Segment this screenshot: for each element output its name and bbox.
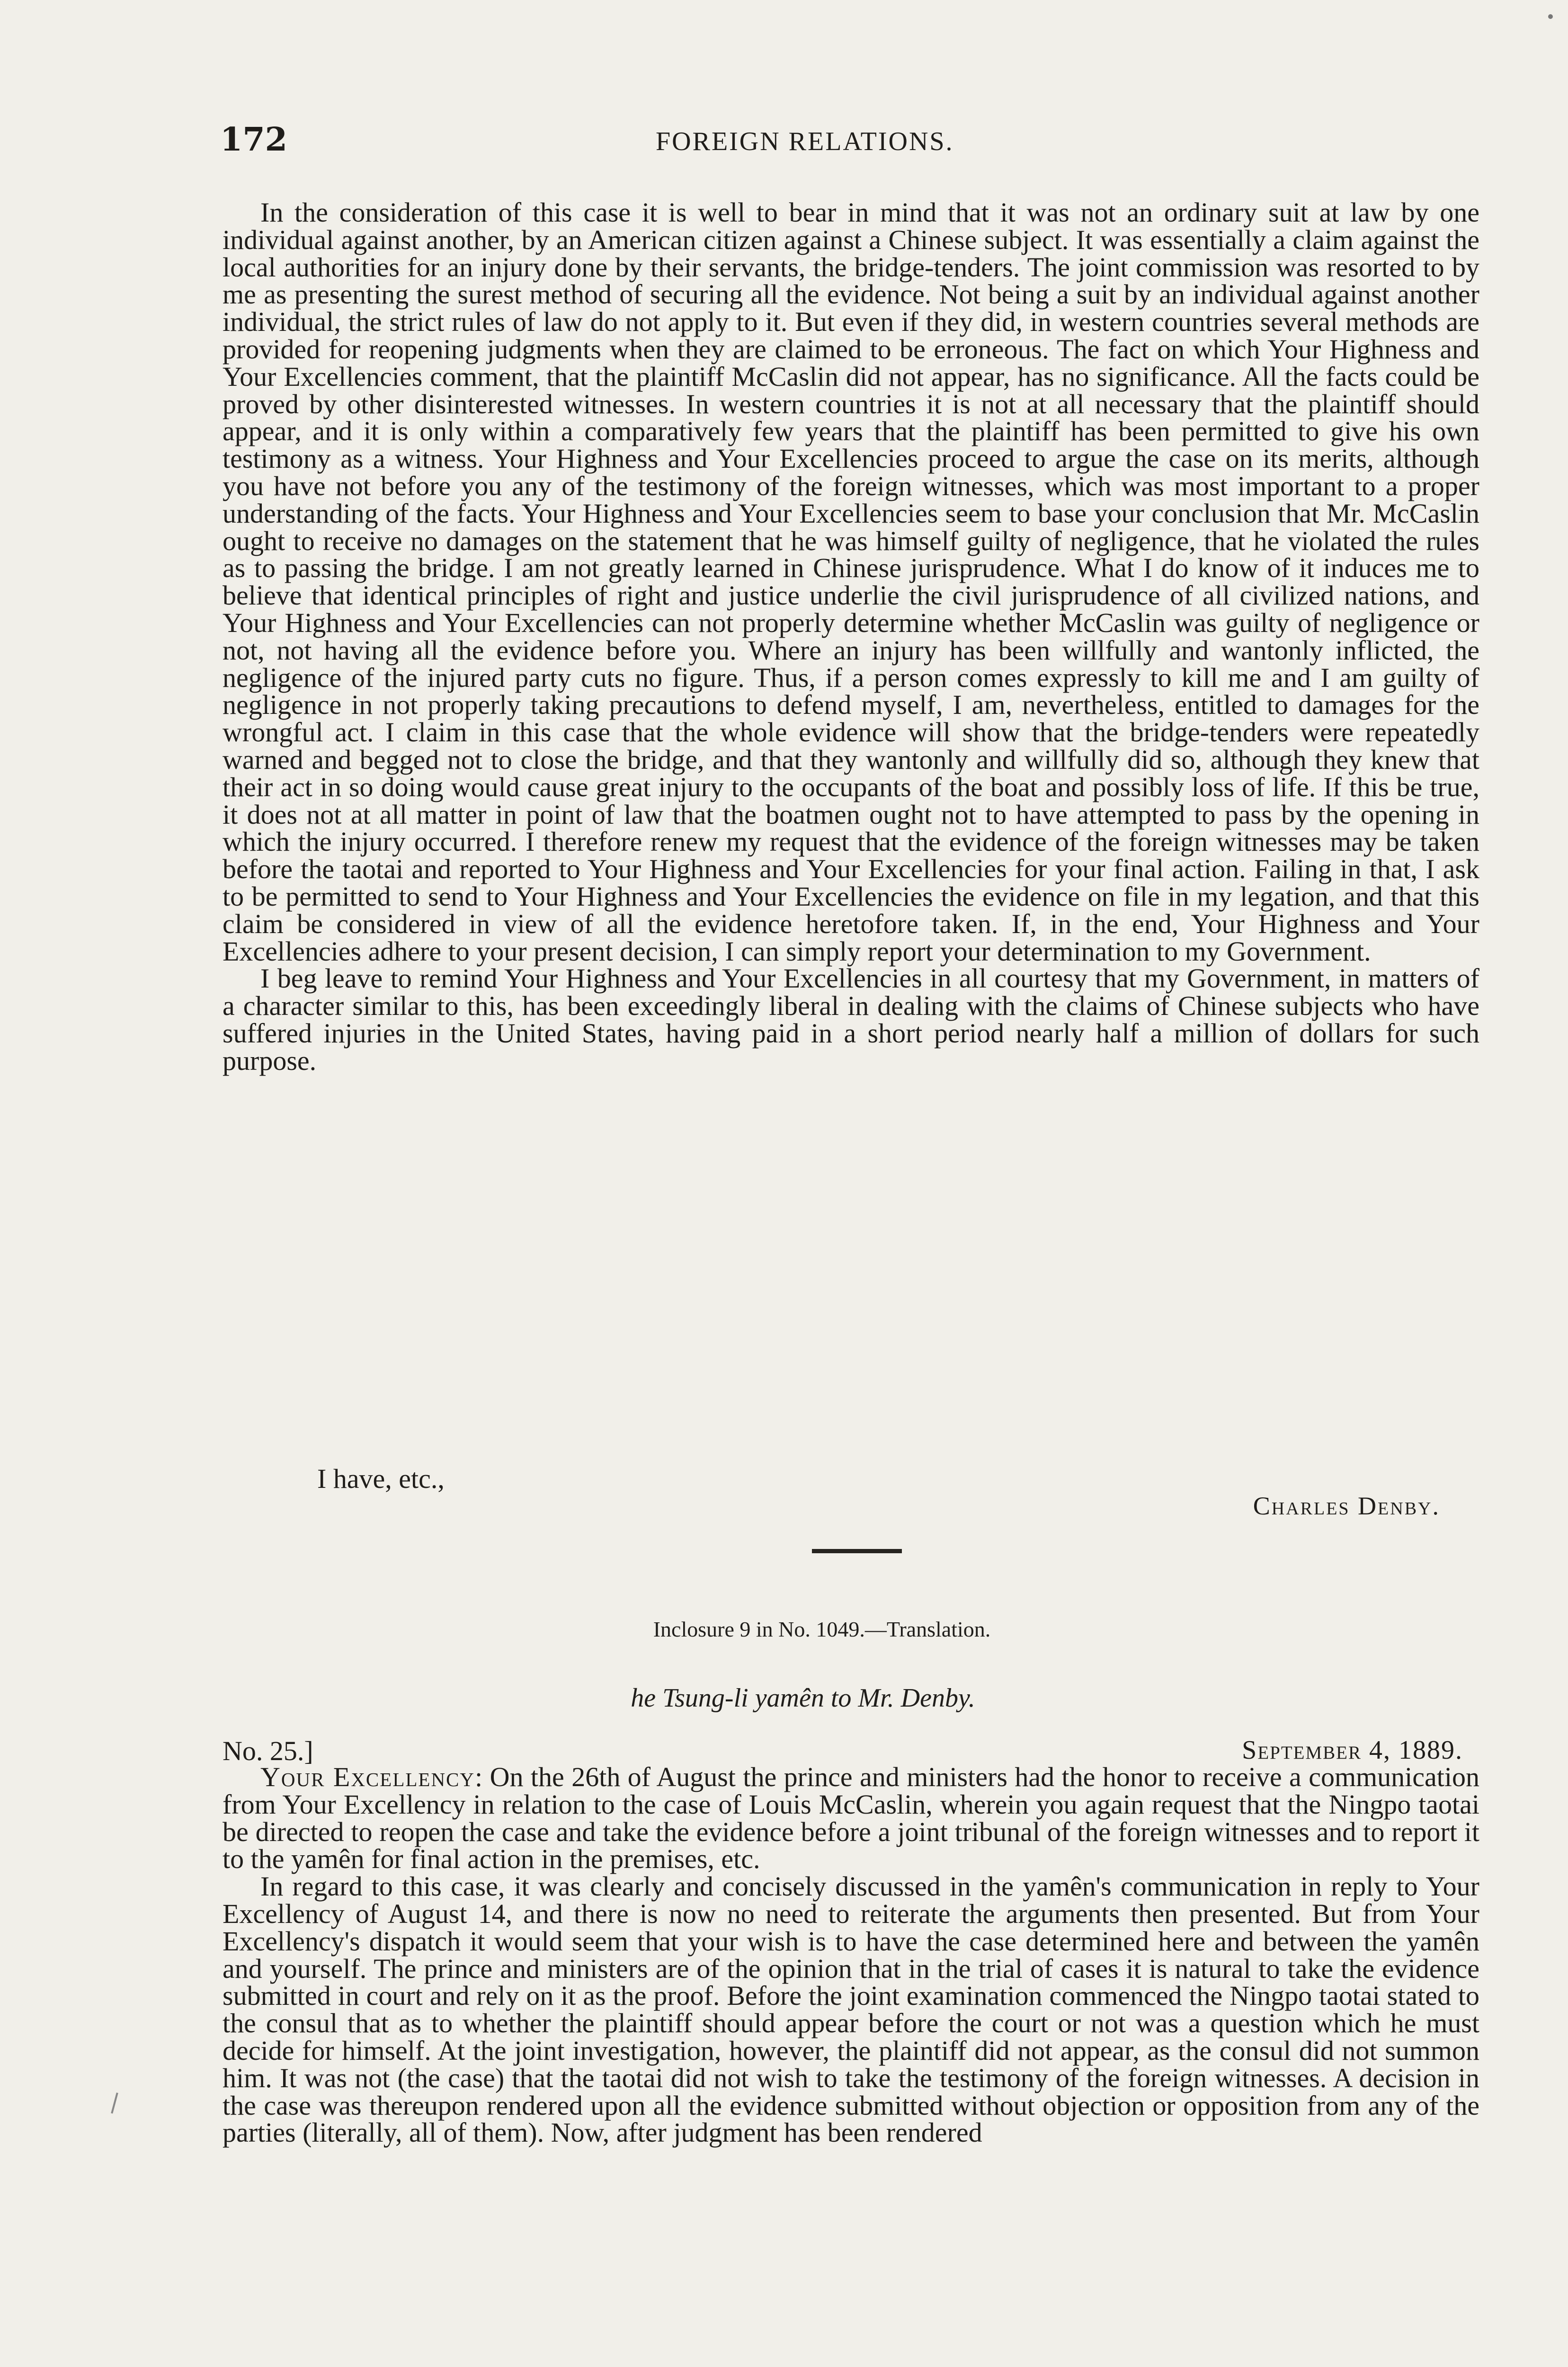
enclosure-heading: Inclosure 9 in No. 1049.—Translation. xyxy=(653,1617,991,1641)
letter-date xyxy=(1242,1735,1463,1765)
pencil-mark xyxy=(111,2092,118,2114)
body-text: : On the 26th of August the prince and ministers had the honor to receive a communication from Your Excellency in relation to the case of Louis McCaslin, wherein you again request that the Ningpo taotai be directed to reopen the case and take the evidence before a joint tribunal of the foreign witnesses and to report it to the yamên for final action in the premises, etc. xyxy=(223,1762,1479,1875)
enclosure-body xyxy=(223,1763,1479,2146)
section-divider xyxy=(812,1549,902,1553)
letter-body xyxy=(223,199,1479,1075)
closing-line: I have, etc., xyxy=(317,1463,445,1494)
running-head xyxy=(0,121,1568,163)
paper-speck xyxy=(1548,14,1553,19)
running-title: FOREIGN RELATIONS. xyxy=(656,127,954,156)
salutation: Your Excellency xyxy=(260,1762,475,1792)
letter-number: No. 25.] xyxy=(223,1735,313,1766)
body-paragraph xyxy=(223,1763,1479,1873)
page-number: 172 xyxy=(220,121,287,159)
body-paragraph: I beg leave to remind Your Highness and Your Excellencies in all courtesy that my Government, in matters of a character similar to this, has been exceedingly liberal in dealing with the claims of Chinese subjects who have suffered injuries in the United States, having paid in a short period nearly half a million of dollars for such purpose. xyxy=(223,963,1479,1076)
letter-title: he Tsung-li yamên to Mr. Denby. xyxy=(631,1683,975,1713)
letter-date-text: September 4, 1889. xyxy=(1242,1735,1463,1765)
signature: Charles Denby. xyxy=(1253,1492,1440,1520)
body-paragraph: In regard to this case, it was clearly and concisely discussed in the yamên's communication in reply to Your Excellency of August 14, and there is now no need to reiterate the arguments then presented. But from Your Excellency's dispatch it would seem that your wish is to have the case determined here and between the yamên and yourself. The prince and ministers are of the opinion that in the trial of cases it is natural to take the evidence submitted in court and rely on it as the proof. Before the joint examination commenced the Ningpo taotai stated to the consul that as to whether the plaintiff should appear before the court or not was a question which he must decide for himself. At the joint investigation, however, the plaintiff did not appear, as the consul did not summon him. It was not (the case) that the taotai did not wish to take the testimony of the foreign witnesses. A decision in the case was thereupon rendered upon all the evidence submitted without objection or opposition from any of the parties (literally, all of them). Now, after judgment has been rendered xyxy=(223,1871,1479,2148)
body-paragraph: In the consideration of this case it is well to bear in mind that it was not an ordinary suit at law by one individual against another, by an American citizen against a Chinese subject. It was essentially a claim against the local authorities for an injury done by their servants, the bridge-tenders. The joint commission was resorted to by me as presenting the surest method of securing all the evidence. Not being a suit by an individual against another individual, the strict rules of law do not apply to it. But even if they did, in western countries several methods are provided for reopening judgments when they are claimed to be erroneous. The fact on which Your Highness and Your Excellencies comment, that the plaintiff McCaslin did not appear, has no significance. All the facts could be proved by other disinterested witnesses. In western countries it is not at all necessary that the plaintiff should appear, and it is only within a comparatively few years that the plaintiff has been permitted to give his own testimony as a witness. Your Highness and Your Excellencies proceed to argue the case on its merits, although you have not before you any of the testimony of the foreign witnesses, which was most important to a proper understanding of the facts. Your Highness and Your Excellencies seem to base your conclusion that Mr. McCaslin ought to receive no damages on the statement that he was himself guilty of negligence, that he violated the rules as to passing the bridge. I am not greatly learned in Chinese jurisprudence. What I do know of it induces me to believe that identical principles of right and justice underlie the civil jurisprudence of all civilized nations, and Your Highness and Your Excellencies can not properly determine whether McCaslin was guilty of negligence or not, not having all the evidence before you. Where an injury has been willfully and wantonly inflicted, the negligence of the injured party cuts no figure. Thus, if a person comes expressly to kill me and I am guilty of negligence in not properly taking precautions to defend myself, I am, nevertheless, entitled to damages for the wrongful act. I claim in this case that the whole evidence will show that the bridge-tenders were repeatedly warned and begged not to close the bridge, and that they wantonly and willfully did so, although they knew that their act in so doing would cause great injury to the occupants of the boat and possibly loss of life. If this be true, it does not at all matter in point of law that the boatmen ought not to have attempted to pass by the opening in which the injury occurred. I therefore renew my request that the evidence of the foreign witnesses may be taken before the taotai and reported to Your Highness and Your Excellencies for your final action. Failing in that, I ask to be permitted to send to Your Highness and Your Excellencies the evidence on file in my legation, and that this claim be considered in view of all the evidence heretofore taken. If, in the end, Your Highness and Your Excellencies adhere to your present decision, I can simply report your determination to my Government. xyxy=(223,197,1479,967)
